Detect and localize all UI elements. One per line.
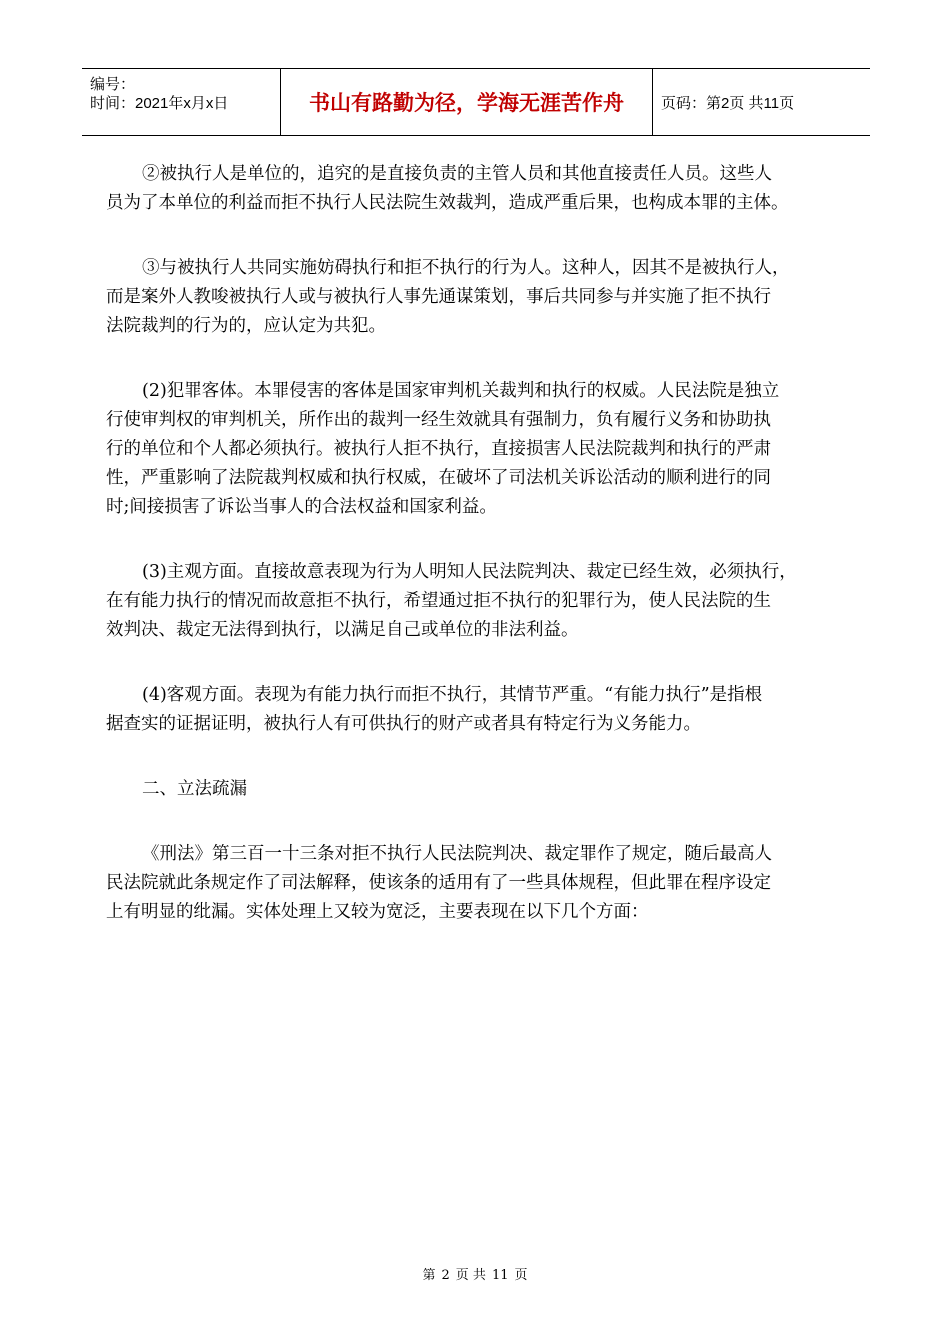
header-motto: 书山有路勤为径，学海无涯苦作舟 — [281, 69, 653, 135]
header-page-info: 页码：第2页 共11页 — [661, 94, 795, 112]
paragraph-line: 民法院就此条规定作了司法解释，使该条的适用有了一些具体规程，但此罪在程序设定 — [106, 873, 771, 893]
paragraph-line: 二、立法疏漏 — [142, 779, 247, 799]
header-meta — [82, 69, 281, 135]
paragraph-line: 据查实的证据证明，被执行人有可供执行的财产或者具有特定行为义务能力。 — [106, 714, 701, 734]
paragraph-line: 效判决、裁定无法得到执行，以满足自己或单位的非法利益。 — [106, 620, 579, 640]
paragraph — [106, 254, 846, 341]
document-number-label: 编号： — [90, 76, 136, 93]
paragraph — [106, 160, 846, 218]
paragraph-line: (3)主观方面。直接故意表现为行为人明知人民法院判决、裁定已经生效，必须执行， — [142, 562, 797, 582]
page-footer — [0, 1264, 950, 1283]
paragraph-line: 员为了本单位的利益而拒不执行人民法院生效裁判，造成严重后果，也构成本罪的主体。 — [106, 193, 789, 213]
footer-page-number: 2 — [441, 1268, 450, 1283]
paragraph-line: 行的单位和个人都必须执行。被执行人拒不执行，直接损害人民法院裁判和执行的严肃 — [106, 439, 771, 459]
page-header — [82, 68, 870, 136]
paragraph-line: (4)客观方面。表现为有能力执行而拒不执行，其情节严重。“有能力执行”是指根 — [142, 685, 763, 705]
paragraph-line: 性，严重影响了法院裁判权威和执行权威，在破坏了司法机关诉讼活动的顺利进行的同 — [106, 468, 771, 488]
footer-suffix: 页 — [514, 1268, 528, 1283]
footer-total-pages: 11 — [491, 1268, 509, 1283]
paragraph-line: 行使审判权的审判机关，所作出的裁判一经生效就具有强制力，负有履行义务和协助执 — [106, 410, 771, 430]
paragraph — [106, 558, 846, 645]
document-date-label: 时间：2021年x月x日 — [90, 95, 229, 112]
footer-prefix: 第 — [422, 1268, 436, 1283]
paragraph-line: 而是案外人教唆被执行人或与被执行人事先通谋策划，事后共同参与并实施了拒不执行 — [106, 287, 771, 307]
paragraph-line: 《刑法》第三百一十三条对拒不执行人民法院判决、裁定罪作了规定，随后最高人 — [142, 844, 772, 864]
paragraph-line: 在有能力执行的情况而故意拒不执行，希望通过拒不执行的犯罪行为，使人民法院的生 — [106, 591, 771, 611]
paragraph-line: 时;间接损害了诉讼当事人的合法权益和国家利益。 — [106, 497, 497, 517]
footer-middle: 页 共 — [455, 1268, 486, 1283]
paragraph — [106, 840, 846, 927]
paragraph-line: ②被执行人是单位的，追究的是直接负责的主管人员和其他直接责任人员。这些人 — [142, 164, 772, 184]
paragraph — [106, 775, 846, 804]
paragraph-line: 法院裁判的行为的，应认定为共犯。 — [106, 316, 386, 336]
paragraph-line: 上有明显的纰漏。实体处理上又较为宽泛，主要表现在以下几个方面： — [106, 902, 649, 922]
document-body — [106, 160, 846, 963]
paragraph-line: ③与被执行人共同实施妨碍执行和拒不执行的行为人。这种人，因其不是被执行人， — [142, 258, 790, 278]
paragraph — [106, 681, 846, 739]
paragraph — [106, 377, 846, 522]
paragraph-line: (2)犯罪客体。本罪侵害的客体是国家审判机关裁判和执行的权威。人民法院是独立 — [142, 381, 780, 401]
